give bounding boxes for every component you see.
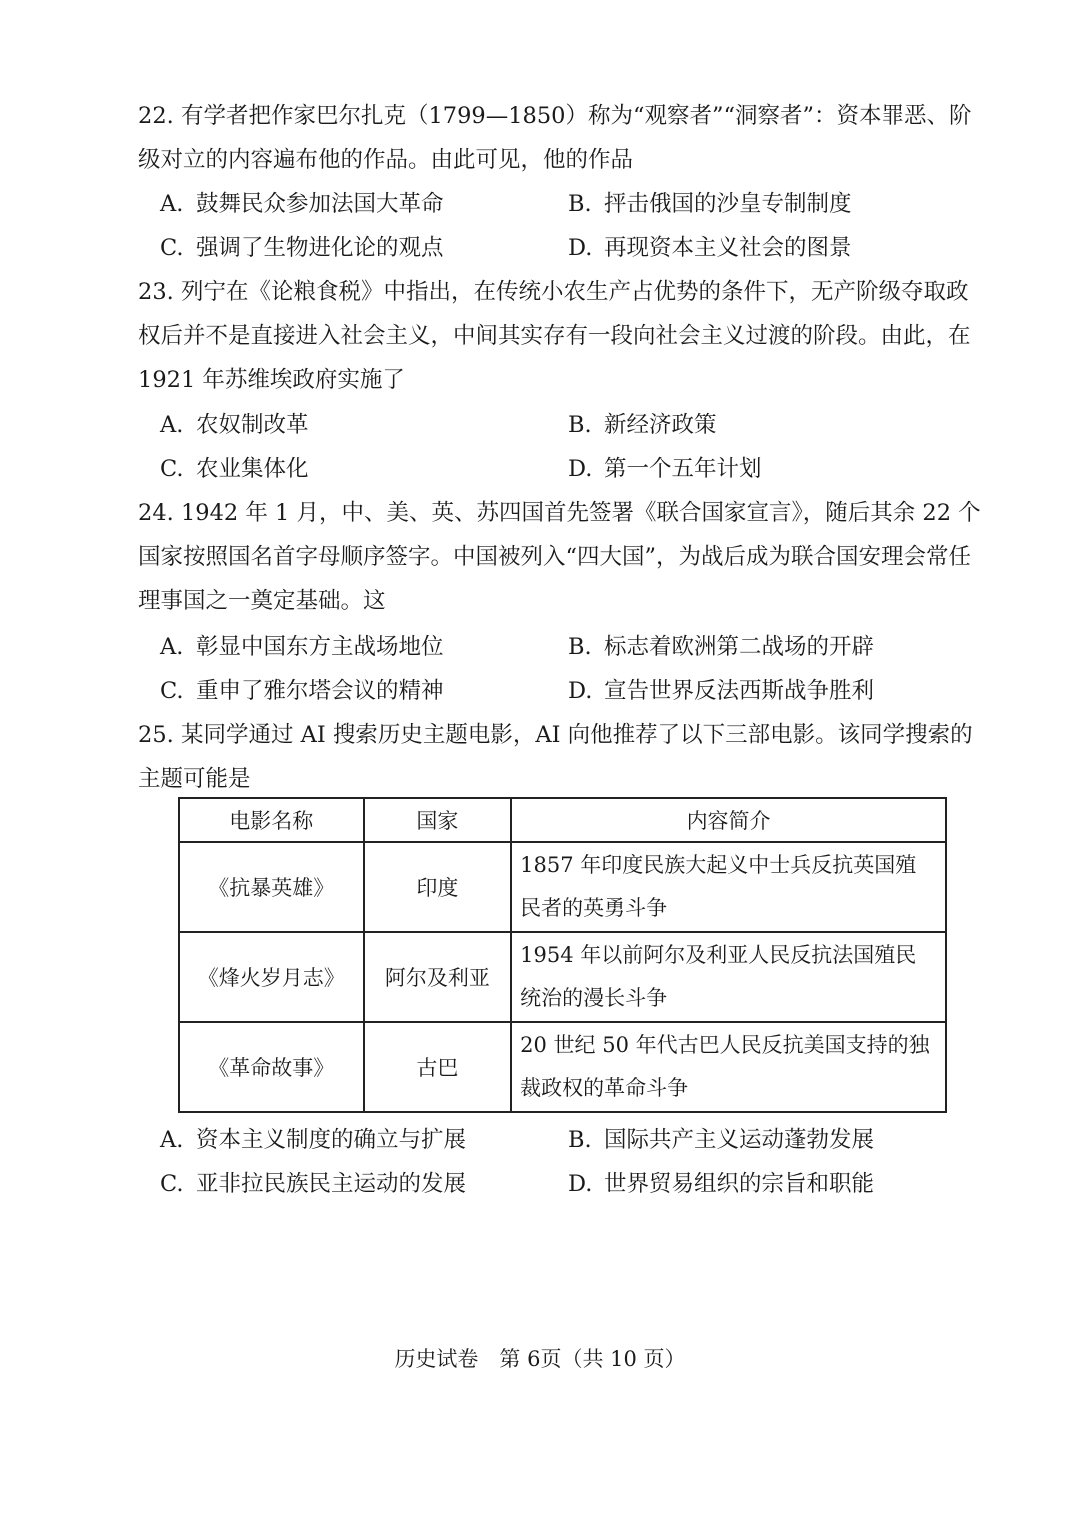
option-d[interactable]: D. 第一个五年计划 — [568, 456, 762, 482]
summary-cell: 20 世纪 50 年代古巴人民反抗美国支持的独裁政权的革命斗争 — [511, 1022, 946, 1112]
country-cell: 印度 — [364, 842, 512, 932]
option-c[interactable]: C. 农业集体化 — [160, 456, 309, 482]
option-c[interactable]: C. 重申了雅尔塔会议的精神 — [160, 678, 444, 704]
option-c[interactable]: C. 亚非拉民族民主运动的发展 — [160, 1171, 467, 1197]
column-header-film-name: 电影名称 — [179, 798, 364, 842]
option-row — [160, 1118, 990, 1162]
option-d[interactable]: D. 宣告世界反法西斯战争胜利 — [568, 678, 875, 704]
question-stem: 某同学通过 AI 搜索历史主题电影，AI 向他推荐了以下三部电影。该同学搜索的主题可能是 — [138, 722, 973, 792]
question-stem: 1942 年 1 月，中、美、英、苏四国首先签署《联合国家宣言》，随后其余 22 个国家按照国名首字母顺序签字。中国被列入“四大国”，为战后成为联合国安理会常任理事国之一奠定基础。这 — [138, 500, 981, 614]
table-row — [179, 1022, 946, 1112]
option-row — [160, 447, 990, 491]
film-table — [178, 797, 947, 1113]
option-a[interactable]: A. 鼓舞民众参加法国大革命 — [160, 191, 444, 217]
option-b[interactable]: B. 新经济政策 — [568, 412, 717, 438]
option-a[interactable]: A. 彰显中国东方主战场地位 — [160, 634, 444, 660]
question-number: 23. — [138, 279, 174, 305]
film-name-cell: 《烽火岁月志》 — [179, 932, 364, 1022]
option-row — [160, 226, 990, 270]
option-d[interactable]: D. 世界贸易组织的宗旨和职能 — [568, 1171, 875, 1197]
question-stem: 列宁在《论粮食税》中指出，在传统小农生产占优势的条件下，无产阶级夺取政权后并不是直接进入社会主义，中间其实存有一段向社会主义过渡的阶段。由此，在 1921 年苏维埃政府实施了 — [138, 279, 971, 393]
option-row — [160, 669, 990, 713]
question-number: 25. — [138, 722, 174, 748]
option-c[interactable]: C. 强调了生物进化论的观点 — [160, 235, 444, 261]
option-a[interactable]: A. 农奴制改革 — [160, 412, 309, 438]
summary-cell: 1954 年以前阿尔及利亚人民反抗法国殖民统治的漫长斗争 — [511, 932, 946, 1022]
column-header-summary: 内容简介 — [511, 798, 946, 842]
table-row — [179, 932, 946, 1022]
country-cell: 古巴 — [364, 1022, 512, 1112]
table-header-row — [179, 798, 946, 842]
option-row — [160, 403, 990, 447]
question-24 — [138, 491, 988, 623]
option-b[interactable]: B. 国际共产主义运动蓬勃发展 — [568, 1127, 875, 1153]
question-number: 22. — [138, 103, 174, 129]
option-b[interactable]: B. 抨击俄国的沙皇专制制度 — [568, 191, 852, 217]
table-row — [179, 842, 946, 932]
country-cell: 阿尔及利亚 — [364, 932, 512, 1022]
summary-cell: 1857 年印度民族大起义中士兵反抗英国殖民者的英勇斗争 — [511, 842, 946, 932]
option-a[interactable]: A. 资本主义制度的确立与扩展 — [160, 1127, 467, 1153]
column-header-country: 国家 — [364, 798, 512, 842]
question-23 — [138, 270, 988, 402]
option-d[interactable]: D. 再现资本主义社会的图景 — [568, 235, 852, 261]
question-25 — [138, 713, 988, 801]
page-footer: 历史试卷 第 6页（共 10 页） — [394, 1347, 686, 1371]
question-number: 24. — [138, 500, 174, 526]
question-22 — [138, 94, 988, 182]
question-stem: 有学者把作家巴尔扎克（1799—1850）称为“观察者”“洞察者”：资本罪恶、阶级对立的内容遍布他的作品。由此可见，他的作品 — [138, 103, 972, 173]
option-b[interactable]: B. 标志着欧洲第二战场的开辟 — [568, 634, 875, 660]
film-name-cell: 《抗暴英雄》 — [179, 842, 364, 932]
option-row — [160, 1162, 990, 1206]
option-row — [160, 625, 990, 669]
film-name-cell: 《革命故事》 — [179, 1022, 364, 1112]
option-row — [160, 182, 990, 226]
